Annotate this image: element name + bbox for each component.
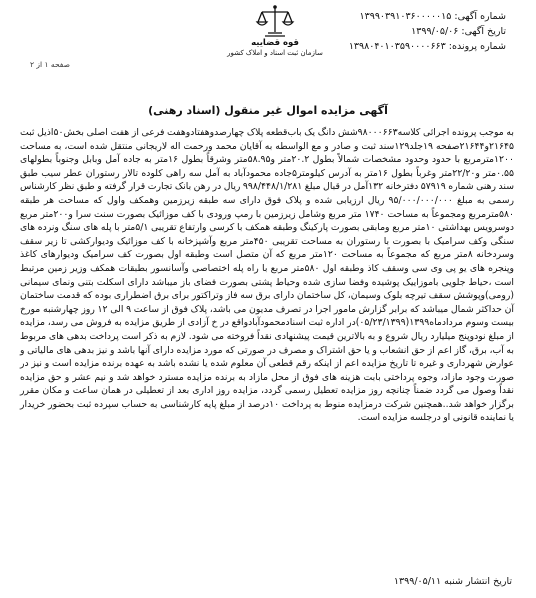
emblem-judiciary-text: قوه قضاییه	[251, 38, 299, 48]
page-number: صفحه ۱ از ۲	[30, 60, 70, 69]
publication-date: تاریخ انتشار شنبه ۱۳۹۹/۰۵/۱۱	[393, 576, 512, 587]
ad-date-line: تاریخ آگهی: ۱۳۹۹/۰۵/۰۶	[411, 26, 506, 37]
notice-body: به موجب پرونده اجرائی کلاسه۹۸۰۰۰۶۶۳شش دانگ یک باب‌قطعه پلاک چهارصدوهفتادوهفت فرعی از هفت اصلی بخش۵۰اذیل ثبت ۲۱۶۴۵و۲۱۶۴۴صفحه ۱۹جلد۱۲۹سند ثبت و صادر و مع الواسطه به آقایان محمد ورحمت اله لاریجانی منتقل شده است، به مساحت ۱۲۰۰مترمربع با حدود وحدود مشخصات شمالاً بطول ۲۰.۲متر و۵۸.۹۵متر وشرقاً بطول ۱۶متر به جاده آمل وبابل وجنوباً بطولهای ۰.۵۵متر و۲۲/۲۰متر وغرباً بطول ۱۶متر به آدرس کیلومتر۵جاده محمودآباد به آمل سه راهی کلوده تالار رستوران عطر سیب طبق سند رهنی شماره ۵۷۹۱۹ دفترخانه ۱۳۲آمل در قبال مبلغ ۹۹۸/۴۴۸/۱/۲۸۱ ریال در رهن بانک تجارت قرار گرفته و طبق نظر کارشناس رسمی به مبلغ ۹۵/۰۰۰/۰۰۰/۰۰۰ ریال ارزیابی شده و پلاک فوق دارای سه طبقه زیرزمین وهمکف واول که مساحت هر طبقه ۵۸۰مترمربع ومجموعاً به مساحت ۱۷۴۰ متر مربع وشامل زیرزمین با رمپ ورودی با کف موزائیک بصورت سنت سرا و۲۰۰متر مربع دوسرویس بهداشتی ۱۰متر مربع ومابقی بصورت پارکینگ وطبقه همکف با کرسی وارتفاع تقریبی ۵/۱متر با پله های سنگ ونرده های سنگی وکف سرامیک با بصورت با رستوران به مساحت تقریبی ۴۵۰متر مربع وآشپزخانه با کف موزائیک ودیوارکشی تا زیر سقف وسردخانه ۸متر مربع که مجموعاً به مساحت ۱۲۰متر مربع که آن متصل است وطبقه اول بصورت کف سرامیک ودیوارهای کاغذ وپنجره های یو پی وی سی وسقف کاذ وطبقه اول ۵۸۰متر مربع با راه پله اختصاصی وآسانسور بطبقات همکف وزیر زمین مرتبط است ،حیاط جلویی باموزاییک پوشیده وفضا سازی شده وحیاط پشتی بصورت فضای باز میباشد دارای اسکلت بتنی ونمای سیمانی (رومی)وپوشش سقف تیرچه بلوک وسیمان، کل ساختمان دارای برق سه فاز وتراکتور برای برق اضطراری بوده که قدمت ساختمان آن حداکثر شمال میباشد که برابر گزارش مامور اجرا در تصرف مدیون می باشد، پلاک فوق از ساعت ۹ الی ۱۲ روز چهارشنبه مورخ بیست وسوم مردادماه۱۳۹۹(۰۵/۲۳/۱۳۹۹)در اداره ثبت اسنادمحمودآبادواقع در خ آزادی از طریق مزایده به فروش می رسد، مزایده از مبلغ نودوپنج میلیارد ریال شروع و به بالاترین قیمت پیشنهادی نقداً فروخته می شود. لازم به ذکر است پرداخت بدهی های مربوط به آب، برق، گاز اعم از حق انشعاب و یا حق اشتراک و مصرف در صورتی که مورد مزایده دارای آنها باشد و نیز بدهی های مالیاتی و عوارض شهرداری و غیره تا تاریخ مزایده اعم از اینکه رقم قطعی آن معلوم شده یا نشده باشد به عهده برنده مزایده است و نیز در صورت وجود مازاد، وجوه پرداختی بابت هزینه های فوق از محل مازاد به برنده مزایده مسترد خواهد شد و نیم عشر و حق مزایده نقداً وصول می گردد ضمناً چنانچه روز مزایده تعطیل رسمی گردد، مزایده روز اداری بعد از تعطیلی در همان ساعت و مکان مقرر برگزار خواهد شد..همچنین شرکت درمزایده منوط به پرداخت ۱۰درصد از مبلغ پایه کارشناسی به حساب سپرده ثبت بحضور خریدار یا نماینده قانونی او درجلسه مزایده است.	[20, 127, 515, 424]
notice-title: آگهی مزایده اموال غیر منقول (اسناد رهنی)	[148, 104, 388, 117]
file-number-line: شماره پرونده: ۱۳۹۸۰۴۰۱۰۳۵۹۰۰۰۰۶۶۳	[348, 41, 506, 52]
judiciary-emblem	[225, 4, 325, 66]
scales-of-justice-icon	[255, 4, 295, 38]
ad-number-line: شماره آگهی: ۱۳۹۹۰۳۹۱۰۳۶۰۰۰۰۰۱۵	[359, 11, 506, 22]
emblem-organization-text: سازمان ثبت اسناد و املاک کشور	[227, 49, 323, 57]
